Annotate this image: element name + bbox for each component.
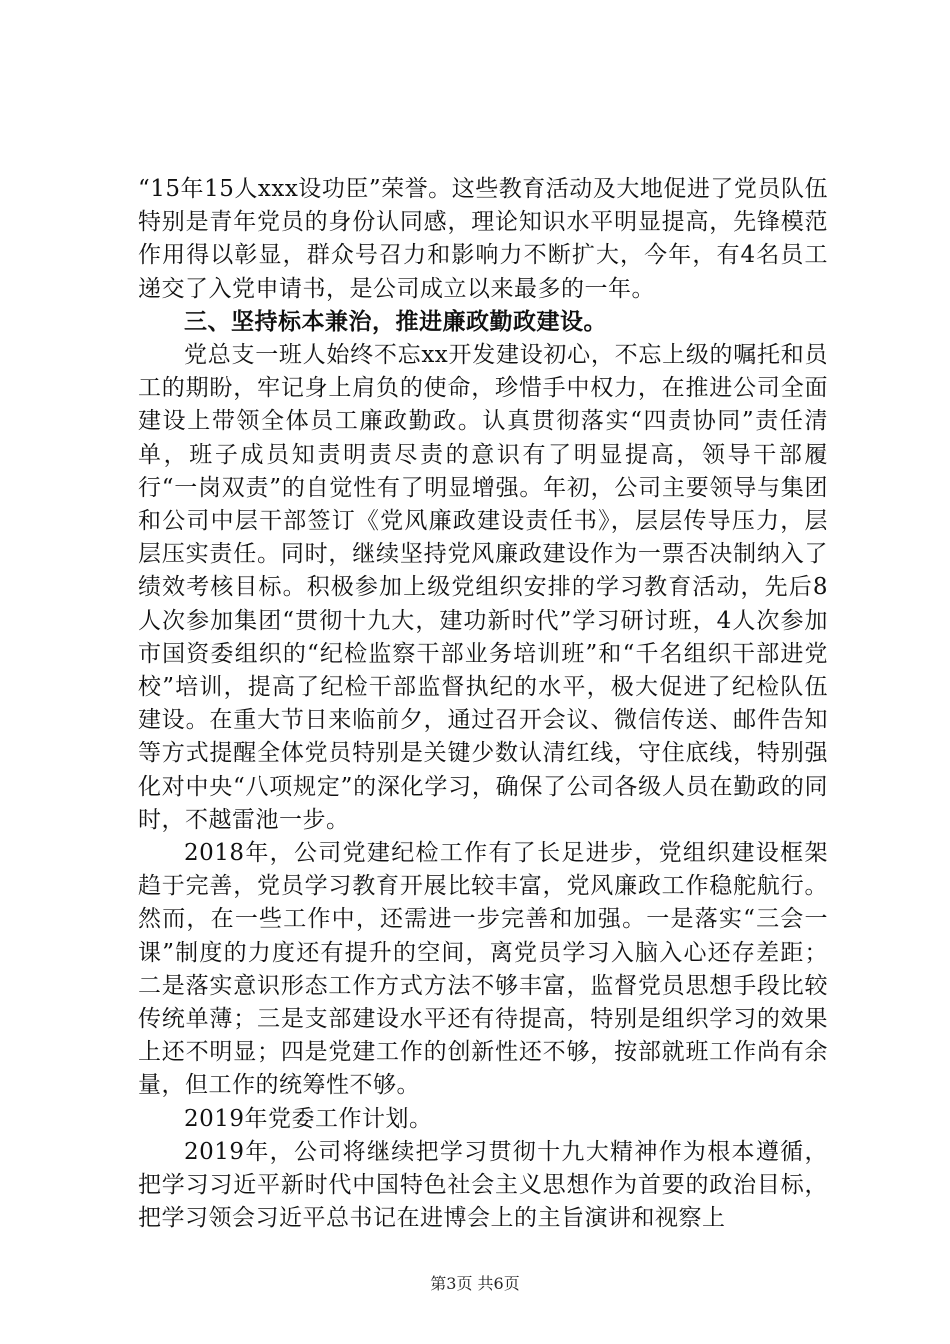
document-body bbox=[138, 173, 828, 1236]
paragraph-integrity: 党总支一班人始终不忘xx开发建设初心，不忘上级的嘱托和员工的期盼，牢记身上肩负的使命，珍惜手中权力，在推进公司全面建设上带领全体员工廉政勤政。认真贯彻落实“四责协同”责任清单，班子成员知责明责尽责的意识有了明显提高，领导干部履行“一岗双责”的自觉性有了明显增强。年初，公司主要领导与集团和公司中层干部签订《党风廉政建设责任书》，层层传导压力，层层压实责任。同时，继续坚持党风廉政建设作为一票否决制纳入了绩效考核目标。积极参加上级党组织安排的学习教育活动，先后8人次参加集团“贯彻十九大，建功新时代”学习研讨班，4人次参加市国资委组织的“纪检监察干部业务培训班”和“千名组织干部进党校”培训，提高了纪检干部监督执纪的水平，极大促进了纪检队伍建设。在重大节日来临前夕，通过召开会议、微信传送、邮件告知等方式提醒全体党员特别是关键少数认清红线，守住底线，特别强化对中央“八项规定”的深化学习，确保了公司各级人员在勤政的同时，不越雷池一步。 bbox=[138, 342, 828, 833]
paragraph-continuation: “15年15人xxx设功臣”荣誉。这些教育活动及大地促进了党员队伍特别是青年党员的身份认同感，理论知识水平明显提高，先锋模范作用得以彰显，群众号召力和影响力不断扩大，今年，有4名员工递交了入党申请书，是公司成立以来最多的一年。 bbox=[138, 176, 828, 302]
section-heading: 三、坚持标本兼治，推进廉政勤政建设。 bbox=[184, 308, 607, 335]
page-footer: 第3页 共6页 bbox=[430, 1274, 520, 1293]
paragraph-summary-2018: 2018年，公司党建纪检工作有了长足进步，党组织建设框架趋于完善，党员学习教育开展比较丰富，党风廉政工作稳舵航行。然而，在一些工作中，还需进一步完善和加强。一是落实“三会一课”制度的力度还有提升的空间，离党员学习入脑入心还存差距；二是落实意识形态工作方式方法不够丰富，监督党员思想手段比较传统单薄；三是支部建设水平还有待提高，特别是组织学习的效果上还不明显；四是党建工作的创新性还不够，按部就班工作尚有余量，但工作的统筹性不够。 bbox=[138, 840, 828, 1099]
paragraph-plan-title: 2019年党委工作计划。 bbox=[184, 1105, 433, 1132]
paragraph-plan-2019: 2019年，公司将继续把学习贯彻十九大精神作为根本遵循，把学习习近平新时代中国特色社会主义思想作为首要的政治目标，把学习领会习近平总书记在进博会上的主旨演讲和视察上 bbox=[138, 1138, 828, 1232]
